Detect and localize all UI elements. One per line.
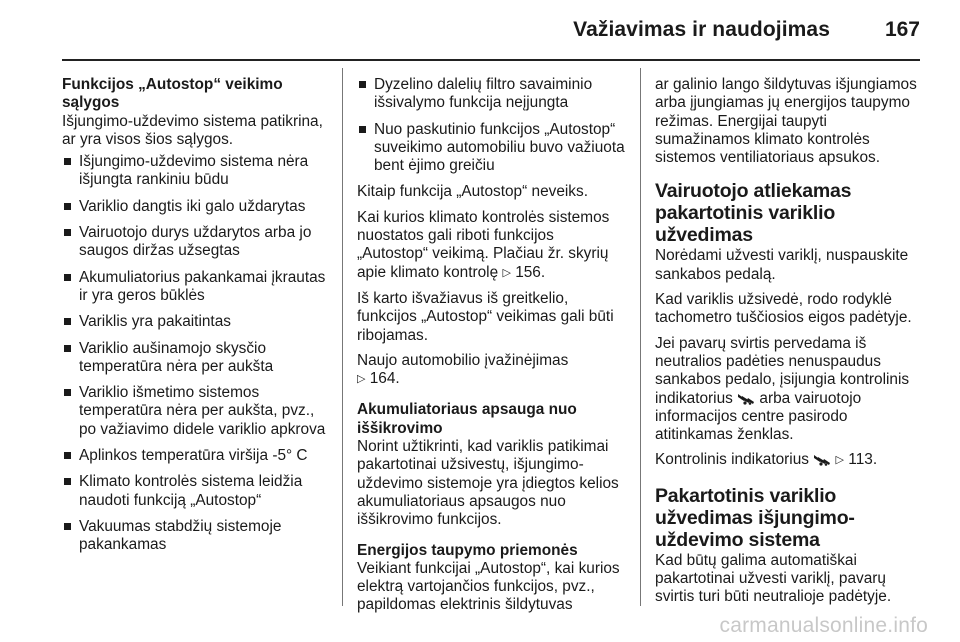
column-2 (357, 76, 625, 622)
energy-saving-heading: Energijos taupymo priemonės (357, 541, 578, 559)
watermark: carmanualsonline.info (719, 614, 928, 637)
list-item: Variklio dangtis iki galo uždarytas (62, 198, 330, 216)
list-item: Variklio aušinamojo skysčio temperatūra nėra per aukšta (62, 340, 330, 377)
skidding-car-icon (813, 453, 831, 466)
system-restart-text: Kad būtų galima automatiškai pakartotinai užvesti variklį, pavarų svirtis turi būti neutralioje padėtyje. (655, 551, 892, 606)
indicator-link[interactable]: 113. (848, 451, 878, 469)
list-item: Išjungimo-uždevimo sistema nėra išjungta rankiniu būdu (62, 153, 330, 190)
run-in-link[interactable]: 164. (369, 370, 400, 388)
list-item: Vairuotojo durys uždarytos arba jo saugos diržas užsegtas (62, 224, 330, 261)
run-in-note: Naujo automobilio įvažinėjimas ▷ 164. (357, 351, 569, 388)
page-header (0, 0, 960, 62)
energy-saving-continued: ar galinio lango šildytuvas išjungiamos arba įjungiamas jų energijos taupymo režimas. Energijai taupyti sumažinamos klimato kontrolės sistemos ventiliatoriaus apsukos. (655, 76, 917, 167)
climate-control-link[interactable]: 156. (515, 263, 546, 281)
indicator-reference: Kontrolinis indikatorius ▷ 113. (655, 451, 878, 469)
driver-restart-text: Norėdami užvesti variklį, nuspauskite sankabos pedalą. (655, 247, 909, 283)
page-reference-icon: ▷ (357, 373, 366, 386)
list-item: Klimato kontrolės sistema leidžia naudoti funkciją „Autostop“ (62, 473, 330, 510)
page-reference-icon: ▷ (502, 266, 511, 279)
list-item: Dyzelino dalelių filtro savaiminio išsivalymo funkcija neįjungta (357, 76, 625, 113)
energy-saving-text: Veikiant funkcijai „Autostop“, kai kurios elektrą vartojančios funkcijos, pvz., papildomas elektrinis šildytuvas (357, 559, 620, 614)
list-item: Variklio išmetimo sistemos temperatūra nėra per aukšta, pvz., po važiavimo didele variklio apkrova (62, 384, 330, 439)
list-item: Nuo paskutinio funkcijos „Autostop“ suveikimo automobiliu buvo važiuota bent ėjimo greičiu (357, 121, 625, 176)
column-divider-1 (342, 68, 343, 606)
column-3 (655, 76, 925, 614)
autostop-conditions-heading: Funkcijos „Autostop“ veikimo sąlygos (62, 76, 283, 112)
highway-note: Iš karto išvažiavus iš greitkelio, funkcijos „Autostop“ veikimas gali būti ribojamas. (357, 289, 614, 344)
climate-note: Kai kurios klimato kontrolės sistemos nuostatos gali riboti funkcijos „Autostop“ veikimą. Plačiau žr. skyrių apie klimato kontrolę ▷ 156. (357, 208, 610, 281)
system-restart-heading: Pakartotinis variklio užvedimas išjungimo-uždevimo sistema (655, 484, 855, 551)
conditions-list (62, 153, 330, 554)
page-title: Važiavimas ir naudojimas (573, 18, 830, 41)
driver-restart-heading: Vairuotojo atliekamas pakartotinis variklio užvedimas (655, 180, 852, 247)
battery-protection-text: Norint užtikrinti, kad variklis patikimai pakartotinai užsivestų, išjungimo-uždevimo sistemoje yra įdiegtos kelios akumuliatoriaus apsaugos nuo iššikrovimo funkcijos. (357, 438, 619, 529)
header-rule (62, 59, 920, 61)
list-item: Akumuliatorius pakankamai įkrautas ir yra geros būklės (62, 269, 330, 306)
skidding-car-icon (737, 392, 755, 405)
column-divider-2 (640, 68, 641, 606)
column-1 (62, 76, 330, 563)
tachometer-note: Kad variklis užsivedė, rodo rodyklė tachometro tuščiosios eigos padėtyje. (655, 291, 912, 327)
gear-lever-note: Jei pavarų svirtis pervedama iš neutralios padėties nenuspaudus sankabos pedalo, įsijungia kontrolinis indikatorius arba vairuotojo informacijos centre pasirodo atitinkamas ženklas. (655, 334, 910, 444)
page-reference-icon: ▷ (835, 454, 845, 467)
list-item: Aplinkos temperatūra viršija -5° C (62, 447, 330, 465)
autostop-inactive-note: Kitaip funkcija „Autostop“ neveiks. (357, 183, 588, 201)
autostop-conditions-intro: Išjungimo-uždevimo sistema patikrina, ar yra visos šios sąlygos. (62, 112, 323, 148)
conditions-list-continued (357, 76, 625, 175)
list-item: Vakuumas stabdžių sistemoje pakankamas (62, 518, 330, 555)
list-item: Variklis yra pakaitintas (62, 313, 330, 331)
battery-protection-heading: Akumuliatoriaus apsauga nuo iššikrovimo (357, 401, 577, 437)
page-number: 167 (884, 18, 920, 41)
